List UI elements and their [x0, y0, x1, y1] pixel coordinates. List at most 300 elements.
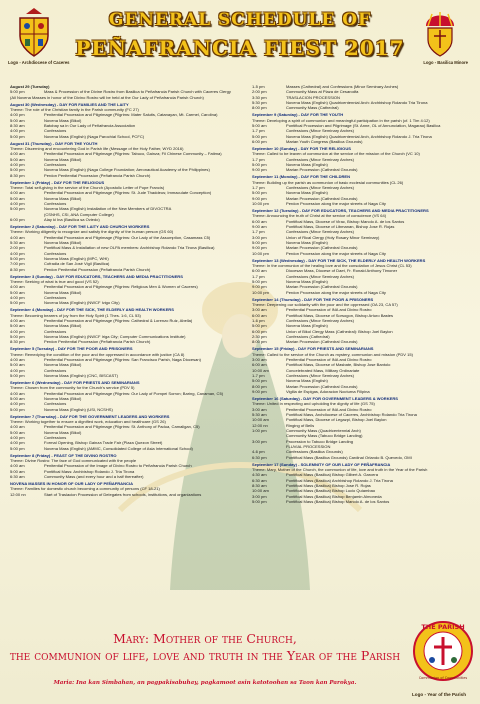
item-description: Confessions — [44, 435, 67, 440]
day-theme: Theme: Becoming bearers of joy from the Holy Spirit (1 Thes. 1:6, CL 53) — [10, 312, 141, 318]
item-time: 12:00 nn — [10, 491, 26, 497]
footer-theme-line1: Mary: Mother of the Church, — [113, 631, 297, 646]
schedule-item — [10, 373, 242, 378]
item-time: 9:00 pm — [252, 245, 267, 251]
schedule-day-section — [252, 112, 474, 144]
item-time: 3:00 am — [252, 357, 267, 362]
item-description: Pontifical Mass (Basilica) Bishop Gilbert A. Garcera — [286, 472, 378, 478]
day-heading: September 9 (Saturday) - DAY FOR THE YOUTH — [252, 112, 344, 118]
schedule-day-section — [10, 141, 242, 178]
schedule-day-section — [252, 146, 474, 173]
item-description: Novena Mass (English) (Naga College Foundation; Aeronautical Academy of the Philippines) — [44, 167, 210, 173]
item-time: 8:00 pm — [252, 339, 267, 345]
schedule-day-section — [252, 297, 474, 345]
item-description: Novena Mass (Bikol) — [44, 323, 82, 329]
day-theme: Theme: Working together to ensure a dignified work, education and healthcare (GS 26) — [10, 418, 166, 424]
item-time: 5:00 pm — [10, 373, 25, 379]
item-description: Confessions (Basilica Grounds) — [286, 449, 343, 455]
item-description: Novena Mass (English) (USI, NCSHS) — [44, 406, 113, 412]
schedule-day-section — [10, 102, 242, 139]
item-time: 6:30 pm — [252, 454, 267, 460]
item-time: 5:00 am — [10, 362, 25, 368]
item-description: Pontifical Mass & Installation of new OLPA members: Archbishop Rolando Tria Tirona (Basilica) — [44, 245, 215, 251]
day-theme: Theme: Called to the service of the Church as mystery, communion and mission (PDV 15) — [252, 351, 413, 357]
day-heading: NOVENA MASSES IN HONOR OF OUR LADY OF PEÑAFRANCIA — [10, 480, 133, 486]
item-description: Penitential Procession and Pilgrimage (Pilgrims: San Francisco Parish, Naga Diocesan) — [44, 357, 201, 362]
item-time: 3:00 am — [252, 307, 267, 313]
item-description: Pontifical Mass, Diocese of Masbate, Bishop Jose Bantolo — [286, 362, 391, 368]
item-description: Marian Procession (Cathedral Grounds) — [286, 339, 358, 345]
day-heading: September 17 (Sunday) - SOLEMNITY OF OUR LADY OF PEÑAFRANCIA — [252, 461, 391, 467]
item-description: Community Mass (Quadricentennial Arch) — [286, 428, 361, 434]
item-description: FLUVIAL PROCESSION — [286, 444, 331, 450]
schedule-item — [252, 139, 474, 144]
item-time: 9:00 pm — [252, 167, 267, 173]
item-description: Confessions — [44, 295, 67, 301]
day-heading: September 12 (Tuesday) - DAY FOR EDUCATORS, TEACHERS AND MEDIA PRACTITIONERS — [252, 207, 429, 213]
schedule-day-section — [252, 174, 474, 206]
item-description: Novena Mass (English) — [286, 378, 328, 384]
item-description: Novena Mass (English) Quadricentennial Arch: Archbishop Rolando Tria Tirona — [286, 100, 428, 106]
schedule-day-section — [10, 224, 242, 272]
schedule-day-section — [252, 208, 474, 256]
item-time: 10:00 am — [252, 417, 269, 423]
item-time: 2:00 pm — [252, 89, 267, 95]
schedule-day-section — [10, 380, 242, 412]
item-time: 5:00 pm — [10, 89, 25, 95]
day-heading: September 1 (Friday) - DAY FOR THE RELIGIOUS — [10, 179, 105, 185]
item-time: 1-7 pm — [252, 128, 265, 134]
day-theme: Theme: Families for domestic church becoming a community of persons (CF 18-21) — [10, 486, 160, 492]
item-description: Penitential Procession and Pilgrimage (Pilgrims: Mater Salutis, Catanayan, Mt. Carmel, Carolina) — [44, 112, 218, 118]
item-description: Penitential Procession and Pilgrimage (Pilgrims: St. Anthony of Padua, Camaligan, C5) — [44, 424, 200, 430]
schedule-item — [10, 89, 242, 94]
item-time: 8:00 pm — [252, 105, 267, 111]
item-description: Novena Mass (Bikol) — [44, 362, 82, 368]
item-description: Novena Mass (English) — [286, 279, 328, 284]
item-description: Pontifical Mass (Basilica) Bishop Lucio Quiambao — [286, 488, 376, 494]
day-heading: August 29 (Tuesday) — [10, 84, 50, 89]
page-title-line1: GENERAL SCHEDULE OF — [108, 10, 372, 30]
item-time: 4:00 pm — [10, 295, 25, 301]
item-description: Confessions — [44, 367, 67, 373]
day-theme: Theme: Called to be leaven of communion at the service of the mission of the Church (VC 10) — [252, 151, 420, 157]
item-description: Mass & Procession of the Divine Rostro from Basilica to Peñafrancia Parish Church with Caceres Clergy — [44, 89, 231, 95]
item-time: 4:00 am — [10, 151, 25, 157]
item-time: 5:00 pm — [10, 300, 25, 306]
item-description: Confessions — [44, 128, 67, 134]
item-time: 9:00 pm — [252, 284, 267, 290]
item-time: 8:30 pm — [10, 172, 25, 178]
schedule-item — [10, 407, 242, 412]
day-heading: September 7 (Thursday) - DAY FOR THE GOVERNMENT LEADERS AND WORKERS — [10, 413, 170, 419]
item-description: Novena Mass (English) — [286, 323, 328, 329]
day-theme: Theme: Total self-giving in the service of the Church (Apostolic Letter of Pope Francis) — [10, 184, 165, 190]
item-time: 3:00 pm — [252, 493, 267, 499]
header — [0, 0, 480, 82]
day-theme: Theme: Working diligently to recognize and satisfy the dignity of the human person (GS 60) — [10, 229, 174, 235]
item-time: 8:00 pm — [252, 383, 267, 389]
item-time: 5:00 am — [10, 429, 25, 435]
item-description: Pontifical Mass (Basilica Grounds) Cardinal Orlando B. Quevedo, OMI — [286, 454, 412, 460]
item-description: Concelebrated Mass, Military Ordinariate — [286, 367, 360, 373]
item-description: Novena Mass (English) (NWCF Iriga City; Computer Communications Institute) — [44, 334, 186, 340]
item-description: Novena Mass (English) — [286, 240, 328, 245]
item-time: 6:00 am — [252, 362, 267, 368]
item-time: 5:00 pm — [10, 206, 25, 212]
item-description: Union of Rical Clergy (Holy Rosary Minor Seminary) — [286, 234, 380, 240]
item-time: 5:00 pm — [252, 190, 267, 196]
item-time: 6:00 am — [252, 218, 267, 224]
item-description: Pontifical Mass, Diocese of Sorsogon, Bishop Arturo Bastes — [286, 312, 394, 318]
item-description: Penitential Procession and Pilgrimage (Pilgrims: Religious Men & Women of Caceres) — [44, 284, 198, 290]
year-of-the-parish-logo-icon — [410, 620, 476, 682]
item-description: Pontifical Mass (Basilica) Archbishop Rolando J. Tria Tirona — [286, 477, 393, 483]
item-description: Perdon Procession along the major streets of Naga City — [286, 289, 386, 295]
item-description: Pontifical Mass (Basilica) Bishop Jose R. Rojas — [286, 483, 371, 489]
schedule-day-section — [252, 84, 474, 111]
schedule-day-section — [10, 84, 242, 100]
item-description: Confessions — [44, 401, 67, 407]
item-time: 4:30 am — [252, 472, 267, 478]
item-description: Pontifical Mass: Archbishop Rolando J. Tria Tirona — [44, 468, 135, 474]
item-time: 5:00 am — [10, 117, 25, 123]
item-description: Confessions (Minor Seminary Arches) — [286, 318, 354, 323]
day-theme: Theme: Divine Rostro: The face of God communicated with the people — [10, 457, 137, 463]
item-description: Confessions — [44, 328, 67, 334]
item-time: 4:00 pm — [10, 435, 25, 440]
item-time: 1-7 pm — [252, 229, 265, 235]
schedule-item — [252, 251, 474, 256]
item-description: Novena Mass (English) Quadricentennial Arch, Archbishop Rolando J. Tria Tirona — [286, 133, 432, 139]
schedule-item — [10, 492, 242, 497]
item-time: 6:00 pm — [10, 217, 25, 223]
item-description: Confessions (Minor Seminary Arches) — [286, 184, 354, 190]
parish-logo-ring-text: Communion of Communities — [418, 676, 468, 680]
item-description: Novena Mass (English) (CNC, BISCAST) — [44, 373, 118, 379]
item-description: Perdon Procession along the major streets of Naga City — [286, 201, 386, 206]
footer-theme-line2: the communion of life, love and truth in the Year of the Parish — [9, 648, 401, 663]
schedule-day-section — [10, 307, 242, 344]
item-description: Novena Mass (Bikol) — [44, 156, 82, 162]
item-time: 5:00 pm — [252, 279, 267, 284]
logo-right-caption: Logo - Basilica Minore — [423, 60, 468, 65]
schedule-note: (All Novena Masses in honor of the Divino Rostro will be held at the Our Lady of Peñafrancia Parish Church) — [10, 94, 204, 100]
item-time: 5:00 pm — [10, 334, 25, 340]
day-heading: August 31 (Thursday) - DAY FOR THE YOUTH — [10, 140, 98, 146]
item-time: 2:30 pm — [252, 334, 267, 340]
item-time: 5:00 pm — [252, 133, 267, 139]
schedule-item — [10, 217, 242, 222]
day-theme: Theme: Announcing the truth of Christ at the service of conscience (VS 64) — [252, 213, 387, 219]
item-time: 4:00 pm — [10, 128, 25, 134]
schedule-item — [10, 173, 242, 178]
item-description: Novena Mass (English) Installation of the New Members of DIVOCTRA — [44, 206, 172, 212]
schedule-day-section — [252, 346, 474, 394]
item-description: Novena Mass (Bikol) — [44, 289, 82, 295]
day-heading: September 5 (Tuesday) - DAY FOR THE POOR AND PRISONERS — [10, 346, 133, 352]
item-time: 1-7 pm — [252, 373, 265, 379]
item-description: Novena Mass (Bikol) — [44, 117, 82, 123]
schedule-item — [252, 105, 474, 110]
item-time: 1-5 pm — [252, 84, 265, 89]
item-description: Novena Mass (English) — [286, 190, 328, 196]
item-time: 5:00 pm — [252, 499, 267, 505]
item-description: Community Mass at Plaza de Cesarodfa — [286, 89, 359, 95]
item-description: Pontifical Mass, Diocese of Virac, Bishop Manolo A. de los Santos — [286, 218, 405, 224]
item-description: Vigilia de Espigas, Adoracion Nocturna Filipina — [286, 389, 370, 395]
day-theme: Theme: Seeking of what is true and good (VS 52) — [10, 279, 99, 284]
item-time: 4:00 pm — [10, 401, 25, 407]
day-theme: Theme: Remedying the condition of the poor and the oppressed in accordance with justice (CA 8) — [10, 351, 185, 357]
item-description: Penitential Procession and Pilgrimage (Pilgrims: Our Lady of Pompei Sorron; Baring, Canaman, C5) — [44, 390, 224, 396]
item-description: Procession to Tabuco Bridge Landing — [286, 438, 353, 444]
item-description: Confessions (Minor Seminary Arches) — [286, 156, 354, 162]
item-time: 5:00 pm — [10, 133, 25, 139]
item-description: Perdon Penitential Procession (Peñafrancia Parish Church) — [44, 172, 151, 178]
item-time: 4:00 am — [10, 284, 25, 290]
item-description: Perdon Penitential Procession (Peñafrancia Parish Church) — [44, 339, 151, 345]
day-theme: Theme: The role of the Christian family in the Parish community (FC 27) — [10, 106, 139, 112]
item-description: Penitential Procession of INA and Divino Rostro — [286, 357, 372, 362]
schedule-item — [252, 389, 474, 394]
schedule-day-section — [252, 396, 474, 460]
schedule-day-section — [10, 481, 242, 497]
item-time: 5:30 am — [10, 240, 25, 245]
item-description: Diocesan Mass, Diocese of Daet, Fr. Ronald Anthony Timoner — [286, 268, 398, 274]
item-time: 4:00 am — [10, 318, 25, 323]
item-time: 9:00 pm — [252, 389, 267, 395]
day-heading: September 8 (Friday) - FEAST OF THE DIVINO ROSTRO — [10, 452, 117, 458]
item-description: Confessions (Minor Seminary Arches) — [286, 128, 354, 134]
item-time: 4:00 am — [10, 190, 25, 196]
schedule-left-column — [10, 84, 242, 499]
item-description: Novena Mass (Bikol) — [44, 240, 82, 245]
item-description: Marian Procession (Cathedral Grounds) — [286, 284, 358, 290]
item-time: 1-7 pm — [252, 273, 265, 279]
day-heading: September 11 (Monday) - DAY FOR THE CHILDREN — [252, 174, 351, 180]
schedule-item — [252, 499, 474, 504]
item-time: 4:00 pm — [10, 112, 25, 118]
item-time: 5:00 pm — [10, 167, 25, 173]
day-theme: Theme: Mary, Mother of the Church, the communion of life, love and truth in the Year of the Parish — [252, 467, 428, 473]
item-time: 5:00 am — [10, 396, 25, 401]
item-description: Novena Mass (English) — [286, 162, 328, 167]
item-time: 4:00 am — [10, 390, 25, 396]
day-theme: Theme: United in respecting and upholding the dignity of life (GS 75) — [252, 401, 375, 407]
item-description: Penitential Procession of INA and Divino Rostro — [286, 307, 372, 313]
schedule-item — [10, 134, 242, 139]
item-time: 4:00 am — [10, 463, 25, 469]
item-time: 5:00 pm — [252, 240, 267, 245]
item-description: Alay ki Ina (Basilica sa Oviedo) — [44, 217, 100, 223]
basilica-minore-emblem-icon — [418, 6, 462, 58]
item-time: 1-7 pm — [252, 156, 265, 162]
item-description: Pontifical Mass, Archdiocese of Caceres, Archbishop Rolando Tria Tirona — [286, 412, 417, 418]
item-description: Confessions (Minor Seminary Arches) — [286, 373, 354, 379]
item-description: Novena Mass (English) (Naga Parochial School, PCFC) — [44, 133, 145, 139]
item-time: 5:00 pm — [10, 406, 25, 412]
item-description: Masses (Cathedral) and Confessions (Minor Seminary Arches) — [286, 84, 399, 89]
item-description: Penitential Procession and Pilgrimage (Pilgrims: St. Jude Thaddeus; Immaculate Conception) — [44, 190, 212, 196]
item-description: Novena Mass (Bikol) — [44, 195, 82, 201]
schedule-day-section — [252, 258, 474, 295]
item-description: Pontifical Procession and Pilgrimage (St. Anne, OL of Annunciation, Magarao) Basilica — [286, 123, 441, 128]
item-time: 5:00 am — [10, 156, 25, 162]
item-time: 3:00 pm — [252, 234, 267, 240]
item-description: Confessions — [44, 250, 67, 256]
schedule-item — [252, 290, 474, 295]
item-time: 8:30 pm — [10, 339, 25, 345]
day-heading: August 30 (Wednesday) - DAY FOR FAMILIES AND THE LAITY — [10, 101, 129, 107]
item-time: 10:00 pm — [252, 289, 269, 295]
item-time: 7:00 pm — [10, 261, 25, 267]
item-time: 10:00 pm — [252, 201, 269, 206]
item-description: TRASLACION PROCESSION — [286, 94, 340, 100]
item-description: Cofradia de San José Vigil (Basilica) — [44, 261, 110, 267]
item-time: 6:30 am — [10, 474, 25, 479]
item-description: Pontifical Mass (Basilica) Bishop Manolo A. de los Santos — [286, 499, 390, 505]
item-time: 6:00 am — [252, 268, 267, 274]
day-heading: September 3 (Sunday) - DAY FOR EDUCATORS, TEACHERS AND MEDIA PRACTITIONERS — [10, 273, 183, 279]
item-time: 5:00 pm — [10, 256, 25, 262]
schedule-day-section — [252, 462, 474, 505]
item-time: 9:00 pm — [252, 195, 267, 201]
schedule-item — [252, 167, 474, 172]
schedule-day-section — [10, 453, 242, 480]
schedule-item — [252, 339, 474, 344]
day-theme: Theme: Chosen from the community for the Church's service (PDV 5) — [10, 385, 135, 391]
item-description: Pontifical Mass, Diocese of Legazpi, Bishop Joel Baylon — [286, 417, 387, 423]
schedule-item — [252, 201, 474, 206]
item-time: 6:00 am — [252, 312, 267, 318]
day-theme: Theme: In the communion of the healing love and the consolation of Jesus Christ (CL 53) — [252, 262, 412, 268]
item-description: Confessions — [44, 162, 67, 167]
item-time: 4:00 am — [10, 234, 25, 240]
item-time: 4:00 pm — [10, 250, 25, 256]
day-theme: Theme: Deepening our solidarity with the poor and the oppressed (OA 23, CA 57) — [252, 301, 398, 307]
item-description: Ringing of Bells — [286, 422, 315, 428]
item-time: 5:00 pm — [252, 162, 267, 167]
item-time: 5:00 pm — [10, 445, 25, 451]
item-description: Union of Bikol Clergy Mass (Cathedral): Bishop Joel Baylon — [286, 328, 393, 334]
day-theme: Theme: Building up the parish as communion of basic ecclesial communities (CL 26) — [252, 179, 404, 185]
item-time: 5:00 am — [10, 289, 25, 295]
item-time: 5:00 am — [10, 195, 25, 201]
item-time: 12:00 nn — [252, 422, 268, 428]
item-time: 4:00 pm — [10, 201, 25, 206]
item-time: 4:00 pm — [10, 162, 25, 167]
item-time: 1-6 pm — [252, 318, 265, 323]
item-description: Confessions (Minor Seminary Arches) — [286, 273, 354, 279]
schedule-item — [10, 300, 242, 305]
item-time: 6:30 am — [252, 477, 267, 483]
item-description: (CSNHS, CSI, ANA Computer College) — [44, 211, 114, 217]
item-time: 8:30 am — [252, 483, 267, 489]
item-time: 4:00 pm — [10, 328, 25, 334]
item-description: Novena Mass (English) (AMMC, Consolidated College of Asia International School) — [44, 445, 193, 451]
item-description: Marian Procession (Cathedral Grounds) — [286, 383, 358, 389]
item-description: Novena Mass (English) (MPC, WHI) — [44, 256, 109, 262]
item-time: 10:00 pm — [252, 250, 269, 256]
schedule-day-section — [10, 180, 242, 223]
day-heading: September 4 (Monday) - DAY FOR THE SICK, THE ELDERLY AND HEALTH WORKERS — [10, 307, 174, 313]
item-time: 3:30 pm — [252, 94, 267, 100]
item-description: Perdon Penitential Procession (Peñafrancia Parish Church) — [44, 266, 151, 272]
item-time: 6:00 pm — [252, 139, 267, 145]
schedule-item — [252, 455, 474, 460]
day-theme: Theme: Discerning and encountering God in Parish life (Message of the Holy Father, WYD 2016) — [10, 145, 184, 151]
item-description: Penitential Procession and Pilgrimage (Pilgrims: Tabuco, Gainza; Fil Chinese Community – Fatima) — [44, 151, 222, 157]
page-title-line2: PEÑAFRANCIA FIEST 2017 — [75, 36, 405, 60]
item-description: Marian Procession (Cathedral Grounds) — [286, 167, 358, 173]
item-description: Confessions (Cathedral) — [286, 334, 330, 340]
item-description: Marian Procession (Cathedral Grounds) — [286, 195, 358, 201]
day-heading: September 16 (Saturday) - DAY FOR GOVERNMENT LEADERS & WORKERS — [252, 396, 398, 401]
day-heading: September 2 (Saturday) - DAY FOR THE LAITY AND CHURCH WORKERS — [10, 223, 150, 229]
footer-bikol-subtitle: Maria: Ina kan Simbahan, an pagpakisabuhay, pagkamoot asin katotoohan sa Taon kan Parokya. — [53, 680, 357, 686]
item-time: 3:00 pm — [252, 438, 267, 444]
logo-left-caption: Logo - Archdiocese of Caceres — [8, 60, 70, 65]
day-heading: September 6 (Wednesday) - DAY FOR PRIESTS AND SEMINARIANS — [10, 379, 140, 385]
item-description: Community Mass (Tabuco Bridge Landing) — [286, 433, 363, 439]
item-time: 6:00 pm — [252, 328, 267, 334]
schedule-item — [10, 446, 242, 451]
schedule-right-column — [252, 84, 474, 506]
schedule-item — [10, 339, 242, 344]
item-time: 8:30 pm — [10, 266, 25, 272]
item-time: 1-7 pm — [252, 184, 265, 190]
item-time: 5:00 pm — [252, 323, 267, 329]
item-description: Formal Opening, Bishop Gainza Trade Fair (Plaza Quezon Street) — [44, 440, 163, 446]
item-time: 10:00 am — [252, 367, 269, 373]
item-time: 4:00 am — [10, 357, 25, 362]
day-heading: September 15 (Friday) - DAY FOR PRIESTS AND SEMINARIANS — [252, 346, 374, 352]
item-time: 4:00 pm — [10, 367, 25, 373]
schedule-day-section — [10, 346, 242, 378]
item-time: 5:00 am — [10, 468, 25, 474]
item-description: Start of Traslacion Procession of Delegates from schools, institutions, and organizations — [44, 491, 202, 497]
item-description: Penitential Procession of the Image of Divino Rostro to Peñafrancia Parish Church — [44, 463, 192, 469]
day-heading: September 13 (Wednesday) - DAY FOR THE SICK, THE ELDERLY AND HEALTH WORKERS — [252, 257, 426, 263]
day-theme: Theme: Developing a spirit of communion and meaningful participation in the parish (cf. 1 Tim 4:12) — [252, 117, 430, 123]
item-time: 5:00 am — [252, 123, 267, 128]
item-description: Novena Mass (English) (NWCF Ivigo City) — [44, 300, 120, 306]
item-time: 5:00 am — [10, 323, 25, 329]
schedule-day-section — [10, 274, 242, 306]
schedule-day-section — [10, 414, 242, 451]
item-time: 2:00 pm — [10, 245, 25, 251]
item-description: Pontifical Mass (Basilica) Bishop Benjamin Almoneda — [286, 493, 382, 499]
item-time: 5:30 pm — [252, 100, 267, 106]
item-description: Penitential Procession and Pilgrimage (Pilgrims: Cathedral & Lorenzo Ruiz, Abella) — [44, 318, 193, 323]
item-description: Batobay sa in Our Lady of Peñafrancia Association — [44, 123, 136, 128]
item-time: 1:00 pm — [252, 428, 267, 434]
parish-logo-text: THE PARISH — [421, 623, 465, 631]
item-description: Novena Mass (Bikol) — [44, 396, 82, 401]
parish-logo-caption: Logo - Year of the Parish — [412, 692, 467, 697]
item-description: Marian Procession (Cathedral Grounds) — [286, 245, 358, 251]
item-description: Penitential Procession and Pilgrimage (Pilgrims: Our Lady of the Assumption, Casamass C5) — [44, 234, 211, 240]
day-heading: September 14 (Thursday) - DAY FOR THE POOR & PRISONERS — [252, 296, 374, 302]
item-time: 4:00 pm — [10, 440, 25, 446]
item-time: 5:30 am — [252, 412, 267, 418]
item-time: 8:30 am — [10, 123, 25, 128]
schedule-item — [10, 474, 242, 479]
item-description: Marian Youth Congress (Basilica Grounds) — [286, 139, 363, 145]
item-description: Community Mass (and every hour and a half thereafter) — [44, 474, 144, 479]
item-time: 4-6 pm — [252, 449, 265, 455]
